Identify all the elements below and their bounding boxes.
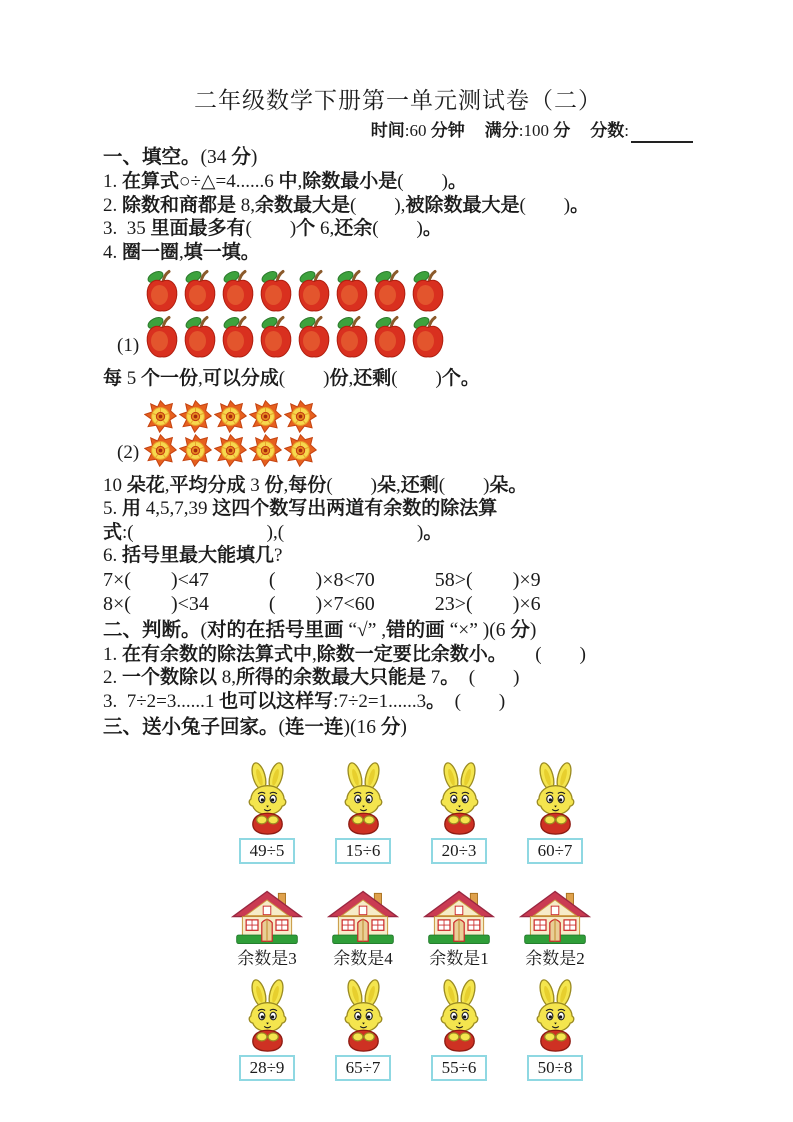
match-house-cell[interactable] xyxy=(317,890,409,969)
match-rabbit-cell[interactable] xyxy=(413,979,505,1081)
matching-grid xyxy=(221,762,601,1081)
apple-icon xyxy=(372,315,408,360)
judgement-3: 3. 7÷2=3......1 也可以这样写:7÷2=1......3。 ( ) xyxy=(103,690,506,712)
match-rabbit-cell[interactable] xyxy=(413,762,505,864)
apple-icon xyxy=(258,269,294,314)
match-rabbit-cell[interactable] xyxy=(509,979,601,1081)
section2-heading: 二、判断。(对的在括号里画 “√” ,错的画 “×” )(6 分) xyxy=(103,618,537,641)
icon-row xyxy=(144,400,317,433)
question-4-part1-caption: 每 5 个一份,可以分成( )份,还剩( )个。 xyxy=(103,368,480,389)
rabbit-icon xyxy=(431,762,488,836)
full-score-label: 满分:100 分 xyxy=(484,121,571,140)
part2-index: (2) xyxy=(117,441,140,463)
question-4-prompt: 4. 圈一圈,填一填。 xyxy=(103,241,260,263)
match-rabbit-cell[interactable] xyxy=(317,979,409,1081)
apple-icon xyxy=(144,315,180,360)
expression-label: 60÷7 xyxy=(527,838,584,864)
apple-icon xyxy=(220,269,256,314)
house-icon xyxy=(231,890,303,946)
judgement-2: 2. 一个数除以 8,所得的余数最大只能是 7。 ( ) xyxy=(103,667,520,688)
apple-icon xyxy=(410,269,446,314)
question-4-part2-caption: 10 朵花,平均分成 3 份,每份( )朵,还剩( )朵。 xyxy=(103,474,528,496)
section3-heading: 三、送小兔子回家。(连一连)(16 分) xyxy=(103,716,407,738)
apple-icon xyxy=(372,269,408,314)
score-field xyxy=(590,118,693,143)
question-2: 2. 除数和商都是 8,余数最大是( ),被除数最大是( )。 xyxy=(103,194,590,216)
rabbit-icon xyxy=(527,762,584,836)
expression-label: 28÷9 xyxy=(239,1055,296,1081)
score-label: 分数: xyxy=(590,121,629,140)
match-row-house xyxy=(221,890,601,969)
match-rabbit-cell[interactable] xyxy=(221,979,313,1081)
rabbit-icon xyxy=(431,979,488,1053)
flower-icon xyxy=(179,434,212,467)
apple-icon xyxy=(334,315,370,360)
flower-figure xyxy=(117,400,693,467)
rabbit-icon xyxy=(335,762,392,836)
remainder-label: 余数是3 xyxy=(237,949,297,968)
flower-icon xyxy=(144,400,177,433)
expression-label: 20÷3 xyxy=(431,838,488,864)
question-6-prompt: 6. 括号里最大能填几? xyxy=(103,545,283,566)
remainder-label: 余数是1 xyxy=(429,949,489,968)
question-6-row2: 8×( )<34 ( )×7<60 23>( )×6 xyxy=(103,592,541,615)
remainder-label: 余数是2 xyxy=(525,949,585,968)
rabbit-icon xyxy=(527,979,584,1053)
rabbit-icon xyxy=(239,762,296,836)
flower-grid xyxy=(144,400,317,467)
flower-icon xyxy=(179,400,212,433)
match-rabbit-cell[interactable] xyxy=(317,762,409,864)
apple-icon xyxy=(182,315,218,360)
match-house-cell[interactable] xyxy=(413,890,505,969)
score-blank xyxy=(631,128,693,143)
judgement-1: 1. 在有余数的除法算式中,除数一定要比余数小。 ( ) xyxy=(103,643,586,665)
flower-icon xyxy=(214,400,247,433)
icon-row xyxy=(144,434,317,467)
match-house-cell[interactable] xyxy=(509,890,601,969)
flower-icon xyxy=(249,400,282,433)
match-rabbit-cell[interactable] xyxy=(509,762,601,864)
house-icon xyxy=(423,890,495,946)
section1-heading: 一、填空。(34 分) xyxy=(103,146,258,168)
apple-grid xyxy=(144,269,446,360)
question-5-line2: 式:( ),( )。 xyxy=(103,521,443,543)
match-row-rabbit xyxy=(221,762,601,864)
expression-label: 49÷5 xyxy=(239,838,296,864)
icon-row xyxy=(144,269,446,314)
expression-label: 50÷8 xyxy=(527,1055,584,1081)
exam-info-line xyxy=(103,118,693,143)
expression-label: 55÷6 xyxy=(431,1055,488,1081)
match-rabbit-cell[interactable] xyxy=(221,762,313,864)
time-label: 时间:60 分钟 xyxy=(370,121,465,140)
apple-icon xyxy=(296,315,332,360)
apple-icon xyxy=(410,315,446,360)
flower-icon xyxy=(284,400,317,433)
apple-icon xyxy=(334,269,370,314)
flower-icon xyxy=(284,434,317,467)
apple-icon xyxy=(144,269,180,314)
page-title: 二年级数学下册第一单元测试卷（二） xyxy=(194,88,602,113)
expression-label: 15÷6 xyxy=(335,838,392,864)
apple-figure xyxy=(117,269,693,360)
question-5-line1: 5. 用 4,5,7,39 这四个数写出两道有余数的除法算 xyxy=(103,498,498,519)
apple-icon xyxy=(182,269,218,314)
question-1: 1. 在算式○÷△=4......6 中,除数最小是( )。 xyxy=(103,171,467,192)
expression-label: 65÷7 xyxy=(335,1055,392,1081)
question-3: 3. 35 里面最多有( )个 6,还余( )。 xyxy=(103,218,442,239)
icon-row xyxy=(144,315,446,360)
apple-icon xyxy=(220,315,256,360)
flower-icon xyxy=(249,434,282,467)
flower-icon xyxy=(214,434,247,467)
house-icon xyxy=(519,890,591,946)
match-house-cell[interactable] xyxy=(221,890,313,969)
match-row-rabbit xyxy=(221,979,601,1081)
rabbit-icon xyxy=(239,979,296,1053)
flower-icon xyxy=(144,434,177,467)
apple-icon xyxy=(258,315,294,360)
question-6-row1: 7×( )<47 ( )×8<70 58>( )×9 xyxy=(103,568,541,591)
part1-index: (1) xyxy=(117,335,140,356)
apple-icon xyxy=(296,269,332,314)
rabbit-icon xyxy=(335,979,392,1053)
remainder-label: 余数是4 xyxy=(333,949,393,968)
house-icon xyxy=(327,890,399,946)
